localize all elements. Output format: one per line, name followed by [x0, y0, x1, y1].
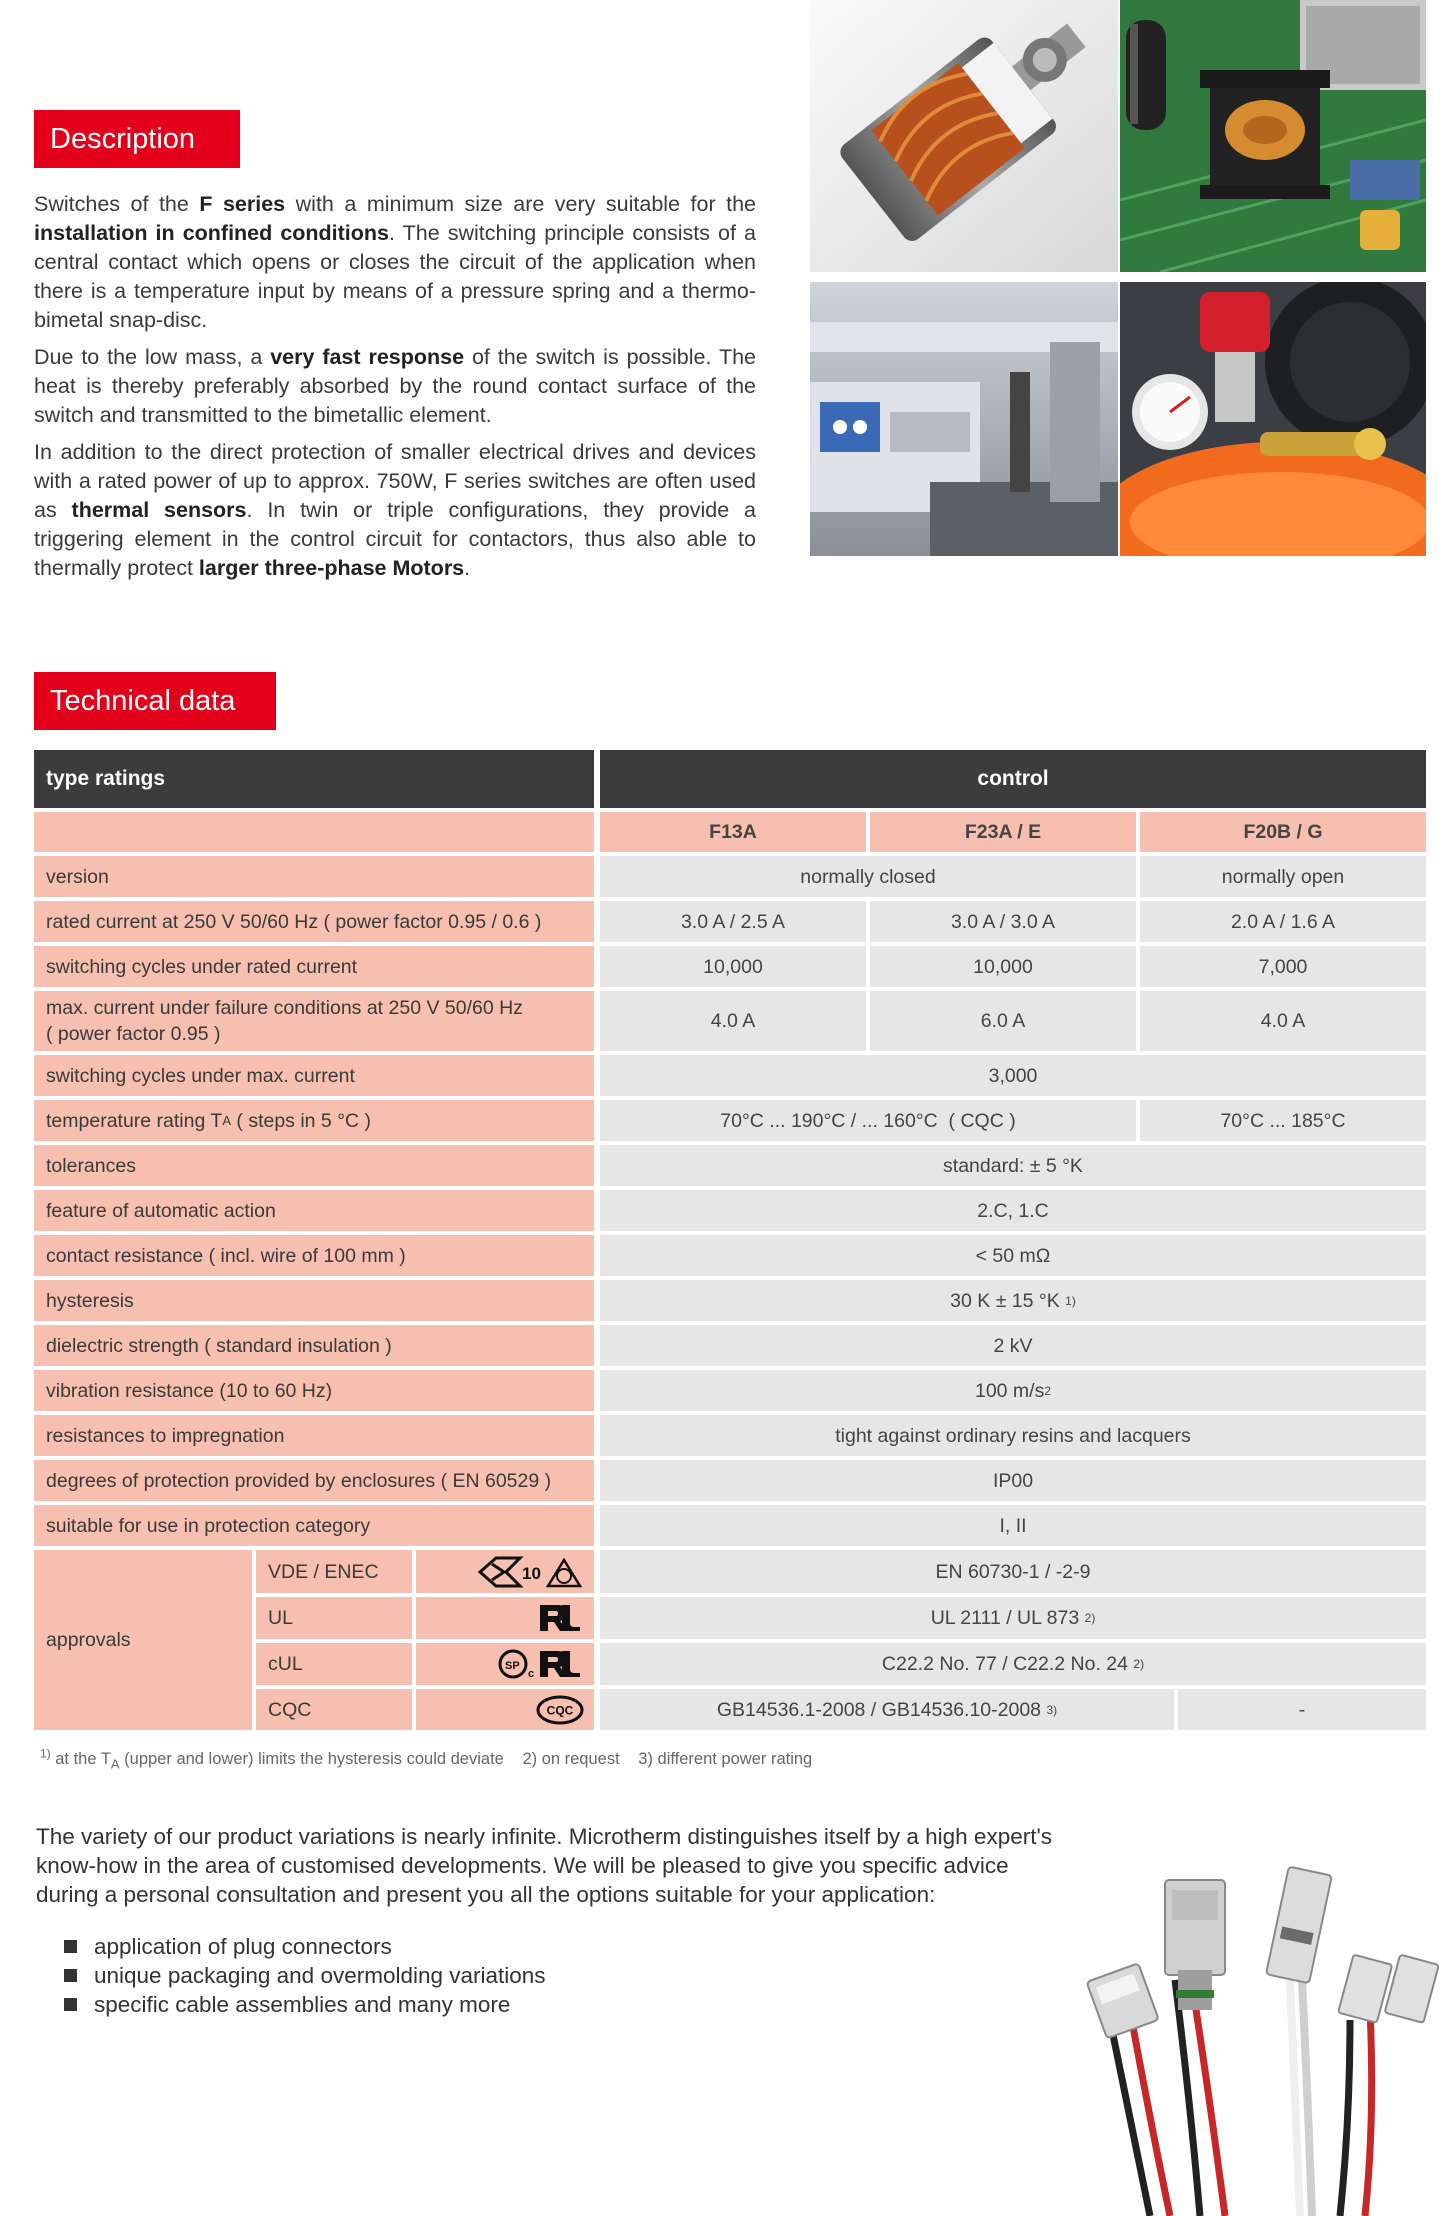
- cqc-logo: [416, 1689, 594, 1730]
- body-text: of the switch is possible. The heat is thereby preferably absorbed by the round contact surface of the switch and transmitted to the bimetallic element.: [34, 345, 756, 427]
- protection-category-value: I, II: [600, 1505, 1426, 1546]
- row-label-automatic-action: feature of automatic action: [34, 1190, 594, 1231]
- row-label-switching-rated: switching cycles under rated current: [34, 946, 594, 987]
- temperature-label-pre: temperature rating T: [46, 1109, 223, 1132]
- body-text: with a minimum size are very suitable for the: [285, 192, 756, 216]
- max-current-label-line2: ( power factor 0.95 ): [46, 1023, 221, 1045]
- max-current-f20b: 4.0 A: [1140, 991, 1426, 1051]
- max-current-f23a: 6.0 A: [870, 991, 1136, 1051]
- footnote-3: 3) different power rating: [638, 1750, 813, 1768]
- list-item: unique packaging and overmolding variations: [64, 1961, 546, 1990]
- row-label-protection-category: suitable for use in protection category: [34, 1505, 594, 1546]
- row-label-rated-current: rated current at 250 V 50/60 Hz ( power factor 0.95 / 0.6 ): [34, 901, 594, 942]
- svg-text:SP: SP: [505, 1660, 520, 1672]
- motor-armature-photo: [810, 0, 1118, 272]
- ul-approval-value: UL 2111 / UL 873 2): [600, 1597, 1426, 1639]
- approval-name-cul: cUL: [256, 1643, 412, 1685]
- row-label-tolerances: tolerances: [34, 1145, 594, 1186]
- emphasis-text: F series: [199, 192, 286, 216]
- csa-cul-logo: [416, 1643, 594, 1685]
- description-heading: Description: [34, 110, 240, 168]
- cqc-logo-text: CQC: [546, 1703, 574, 1717]
- rated-current-f13a: 3.0 A / 2.5 A: [600, 901, 866, 942]
- hysteresis-value-text: 30 K ± 15 °K: [950, 1289, 1060, 1312]
- description-paragraph-1: [34, 190, 756, 335]
- circuit-board-photo: [1120, 0, 1426, 272]
- description-text: [34, 190, 756, 591]
- emphasis-text: larger three-phase Motors: [198, 556, 465, 580]
- body-text: Switches of the: [34, 192, 200, 216]
- description-paragraph-3: [34, 438, 756, 583]
- model-header-spacer: [34, 812, 594, 852]
- footnote-1: $^{1)}$ at the $T_A$ (upper and lower) limits the hysteresis could deviate: [40, 1746, 504, 1772]
- cul-approval-value: C22.2 No. 77 / C22.2 No. 24 2): [600, 1643, 1426, 1685]
- row-label-dielectric: dielectric strength ( standard insulation ): [34, 1325, 594, 1366]
- emphasis-text: thermal sensors: [71, 498, 247, 522]
- protection-value: IP00: [600, 1460, 1426, 1501]
- model-header-f23a: F23A / E: [870, 812, 1136, 852]
- body-text: . The switching principle consists of a central contact which opens or closes the circuit of the application when there is a temperature input by means of a pressure spring and a thermo-bimetal snap-disc.: [34, 221, 756, 332]
- switching-rated-f23a: 10,000: [870, 946, 1136, 987]
- emphasis-text: installation in confined conditions: [34, 221, 390, 245]
- switching-rated-f20b: 7,000: [1140, 946, 1426, 987]
- switching-rated-f13a: 10,000: [600, 946, 866, 987]
- compressor-photo: [1120, 282, 1426, 556]
- version-no-value: normally open: [1140, 856, 1426, 897]
- approval-name-vde: VDE / ENEC: [256, 1550, 412, 1593]
- max-current-label-line1: max. current under failure conditions at 250 V 50/60 Hz: [46, 997, 523, 1019]
- body-text: . In twin or triple configurations, they provide a triggering element in the control circuit for contactors, thus also able to thermally protect: [34, 498, 756, 580]
- row-label-impregnation: resistances to impregnation: [34, 1415, 594, 1456]
- approval-name-ul: UL: [256, 1597, 412, 1639]
- vibration-value-text: 100 m/s: [974, 1379, 1045, 1402]
- row-label-temperature: temperature rating T A ( steps in 5 °C ): [34, 1100, 594, 1141]
- approval-name-cqc: CQC: [256, 1689, 412, 1730]
- ul-recognized-logo: [416, 1597, 594, 1639]
- technical-data-heading: Technical data: [34, 672, 276, 730]
- rated-current-f23a: 3.0 A / 3.0 A: [870, 901, 1136, 942]
- cqc-approval-f20b: -: [1178, 1689, 1426, 1730]
- row-label-switching-max: switching cycles under max. current: [34, 1055, 594, 1096]
- cqc-approval-value: GB14536.1-2008 / GB14536.10-2008 3): [600, 1689, 1174, 1730]
- hysteresis-value: 30 K ± 15 °K 1): [600, 1280, 1426, 1321]
- max-current-f13a: 4.0 A: [600, 991, 866, 1051]
- production-line-photo: [810, 282, 1118, 556]
- vde-approval-value: EN 60730-1 / -2-9: [600, 1550, 1426, 1593]
- tolerances-value: standard: ± 5 °K: [600, 1145, 1426, 1186]
- version-nc-value: normally closed: [600, 856, 1136, 897]
- control-group-header: control: [600, 750, 1426, 808]
- vde-enec-logo: [416, 1550, 594, 1593]
- switching-max-value: 3,000: [600, 1055, 1426, 1096]
- list-item: application of plug connectors: [64, 1932, 546, 1961]
- contact-resistance-value: < 50 mΩ: [600, 1235, 1426, 1276]
- temperature-g-value: 70°C ... 185°C: [1140, 1100, 1426, 1141]
- model-header-f13a: F13A: [600, 812, 866, 852]
- vde-logo-number: 10: [522, 1563, 541, 1583]
- vibration-value: 100 m/s 2: [600, 1370, 1426, 1411]
- footnote-2: 2) on request: [522, 1750, 620, 1768]
- approvals-label: approvals: [34, 1550, 252, 1730]
- automatic-action-value: 2.C, 1.C: [600, 1190, 1426, 1231]
- temperature-f-e-value: 70°C ... 190°C / ... 160°C ( CQC ): [600, 1100, 1136, 1141]
- body-text: In addition to the direct protection of smaller electrical drives and devices with a rated power of up to approx. 750W, F series switches are often used as: [34, 440, 756, 522]
- dielectric-value: 2 kV: [600, 1325, 1426, 1366]
- table-footnotes: [40, 1746, 826, 1772]
- row-label-version: version: [34, 856, 594, 897]
- cul-approval-text: C22.2 No. 77 / C22.2 No. 24: [881, 1653, 1128, 1675]
- impregnation-value: tight against ordinary resins and lacquers: [600, 1415, 1426, 1456]
- variety-paragraph: The variety of our product variations is nearly infinite. Microtherm distinguishes itself by a high expert's know-how in the area of customised developments. We will be pleased to give you specific advice during a personal consultation and present you all the options suitable for your application:: [36, 1824, 1053, 1907]
- type-ratings-header: type ratings: [34, 750, 594, 808]
- row-label-hysteresis: hysteresis: [34, 1280, 594, 1321]
- cqc-approval-text: GB14536.1-2008 / GB14536.10-2008: [716, 1698, 1042, 1721]
- emphasis-text: very fast response: [270, 345, 465, 369]
- row-label-protection: degrees of protection provided by enclosures ( EN 60529 ): [34, 1460, 594, 1501]
- plug-connectors-photo: [1050, 1860, 1440, 2216]
- list-item: specific cable assemblies and many more: [64, 1990, 546, 2019]
- body-text: Due to the low mass, a: [34, 345, 271, 369]
- row-label-vibration: vibration resistance (10 to 60 Hz): [34, 1370, 594, 1411]
- row-label-contact-resistance: contact resistance ( incl. wire of 100 mm ): [34, 1235, 594, 1276]
- ul-approval-text: UL 2111 / UL 873: [930, 1607, 1080, 1629]
- temperature-label-post: ( steps in 5 °C ): [230, 1109, 371, 1132]
- rated-current-f20b: 2.0 A / 1.6 A: [1140, 901, 1426, 942]
- options-list: [64, 1932, 546, 2019]
- description-paragraph-2: [34, 343, 756, 430]
- body-text: .: [464, 556, 471, 580]
- row-label-max-current: [34, 991, 594, 1051]
- svg-text:c: c: [528, 1668, 535, 1680]
- model-header-f20b: F20B / G: [1140, 812, 1426, 852]
